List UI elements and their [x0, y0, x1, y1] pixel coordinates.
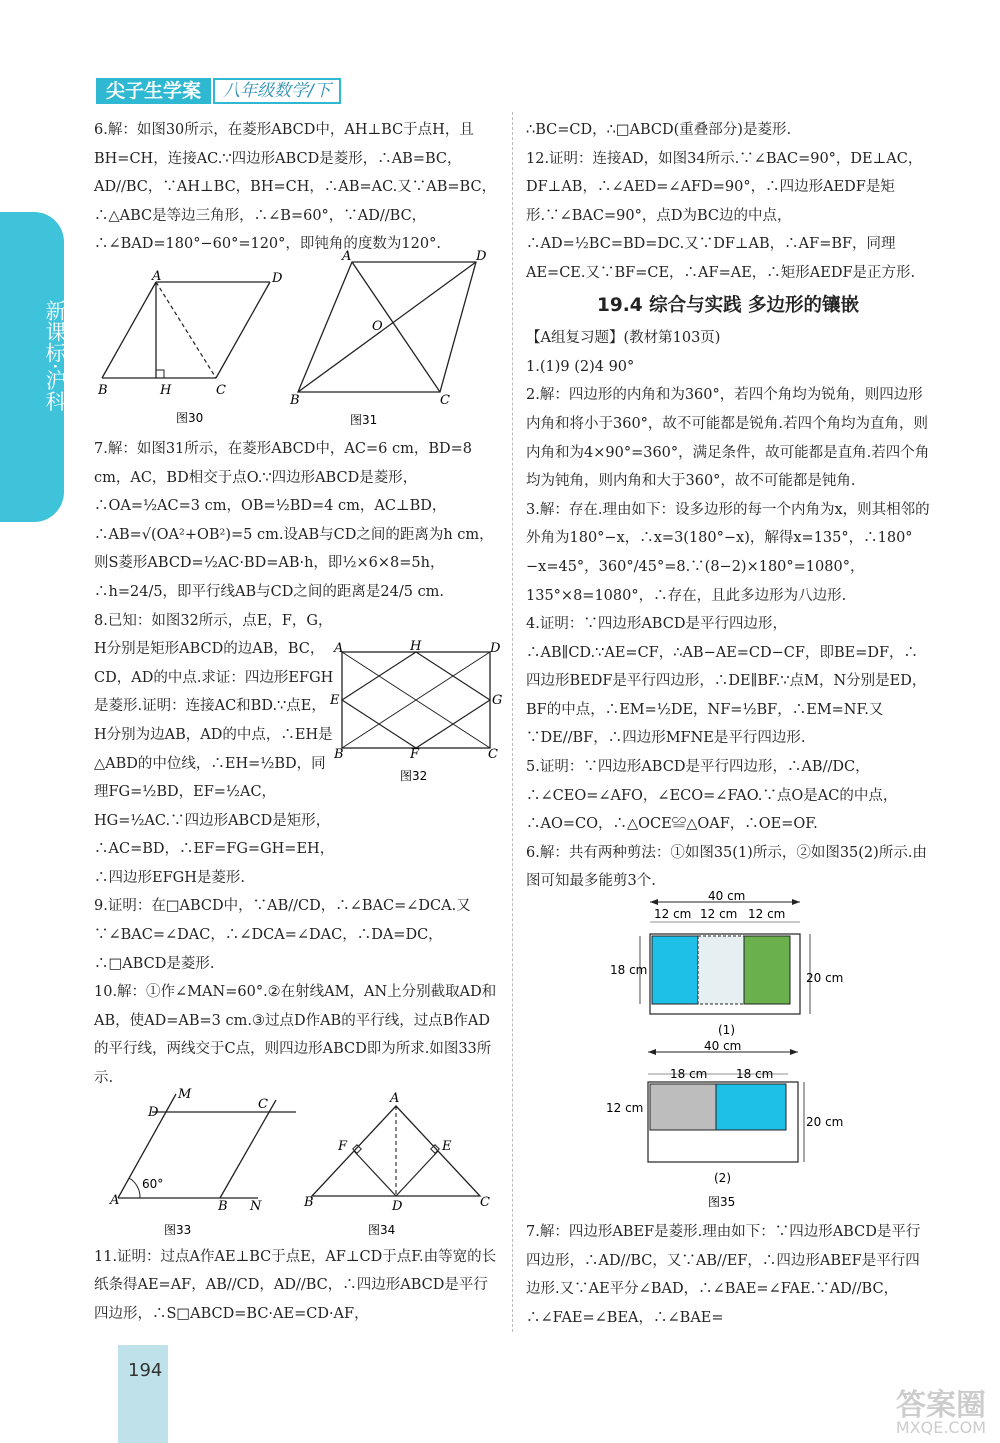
fig32-label-f: F — [410, 747, 420, 762]
fig35-p1-seg1: 12 cm — [654, 907, 692, 921]
fig32-label-a: A — [334, 641, 344, 656]
fig31-label-o: O — [372, 319, 383, 334]
exercise-group-heading: 【A组复习题】(教材第103页) — [526, 330, 721, 347]
fig35-p2-h1: 12 cm — [606, 1101, 644, 1115]
answer-9: 9.证明：在□ABCD中，∵AB//CD，∴∠BAC=∠DCA.又∵∠BAC=∠DAC，∴∠DCA=∠DAC，∴DA=DC，∴□ABCD是菱形. — [94, 898, 471, 972]
fig31-label-d: D — [476, 249, 487, 264]
fig34-label-f: F — [338, 1139, 348, 1154]
fig35-p1-tag: (1) — [718, 1023, 735, 1037]
book-subtitle: 八年级数学/下 — [213, 78, 341, 104]
answer-10: 10.解：①作∠MAN=60°.②在射线AM，AN上分别截取AD和AB，使AD=AB=3 cm.③过点D作AB的平行线，过点B作AD的平行线，两线交于C点，则四边形ABCD即为所求.如图33所示. — [94, 984, 497, 1087]
review-5: 5.证明：∵四边形ABCD是平行四边形，∴AB//DC，∴∠CEO=∠AFO，∠ECO=∠FAO.∵点O是AC的中点，∴AO=CO，∴△OCE≌△OAF，∴OE=OF. — [526, 759, 898, 833]
fig30-label-a: A — [152, 269, 162, 284]
fig33-label-c: C — [258, 1097, 268, 1112]
answer-8: 8.已知：如图32所示，点E，F，G，H分别是矩形ABCD的边AB，BC，CD，AD的中点.求证：四边形EFGH是菱形.证明：连接AC和BD.∵点E，H分别为边AB，AD的中点，∴EH是△ABD的中位线，∴EH=½BD，同理FG=½BD，EF=½AC，HG=½AC.∵四边形ABCD是矩形，∴AC=BD，∴EF=FG=GH=EH，∴四边形EFGH是菱形. — [94, 612, 335, 886]
brand-title: 尖子生学案 — [96, 78, 211, 104]
fig33-caption: 图33 — [164, 1223, 192, 1237]
fig31-caption: 图31 — [350, 413, 378, 427]
fig31-label-b: B — [290, 393, 300, 408]
fig33-label-a: A — [110, 1193, 120, 1208]
fig30-label-d: D — [272, 271, 283, 286]
fig34-label-b: B — [304, 1195, 314, 1210]
answer-11: 11.证明：过点A作AE⊥BC于点E，AF⊥CD于点F.由等宽的长纸条得AE=AF，AB//CD，AD//BC，∴四边形ABCD是平行四边形，∴S□ABCD=BC·AE=CD·AF， — [94, 1248, 497, 1322]
answer-6: 6.解：如图30所示，在菱形ABCD中，AH⊥BC于点H，且BH=CH，连接AC.∵四边形ABCD是菱形，∴AB=BC，AD//BC，∵AH⊥BC，BH=CH，∴AB=AC.又∵AB=BC，∴△ABC是等边三角形，∴∠B=60°，∵AD//BC，∴∠BAD=180°−60°=120°，即钝角的度数为120°. — [94, 122, 497, 253]
fig30-label-c: C — [216, 383, 226, 398]
fig35-caption: 图35 — [708, 1195, 736, 1209]
fig33-label-b: B — [218, 1199, 228, 1214]
review-1: 1.(1)9 (2)4 90° — [526, 358, 635, 375]
figure-32 — [330, 639, 503, 786]
fig33-angle: 60° — [142, 1177, 164, 1191]
figure-33 — [110, 1088, 306, 1238]
fig30-label-h: H — [160, 383, 172, 398]
section-title: 19.4 综合与实践 多边形的镶嵌 — [596, 294, 860, 316]
fig30-label-b: B — [98, 383, 108, 398]
fig35-p1-seg2: 12 cm — [700, 907, 738, 921]
fig35-p2-width: 40 cm — [704, 1039, 742, 1053]
fig35-p1-h1: 18 cm — [610, 963, 648, 977]
fig35-p2-blue — [716, 1084, 786, 1130]
fig34-caption: 图34 — [368, 1223, 396, 1237]
fig32-label-c: C — [488, 747, 498, 762]
watermark-url: MXQE.COM — [895, 1418, 986, 1437]
answer-7: 7.解：如图31所示，在菱形ABCD中，AC=6 cm，BD=8 cm，AC，BD相交于点O.∵四边形ABCD是菱形，∴OA=½AC=3 cm，OB=½BD=4 cm，AC⊥BD，∴AB=√(OA²+OB²)=5 cm.设AB与CD之间的距离为h cm，则S菱形ABCD=½AC·BD=AB·h，即½×6×8=5h，∴h=24/5，即平行线AB与CD之间的距离是24/5 cm. — [94, 440, 494, 600]
fig34-label-e: E — [442, 1139, 452, 1154]
figure-35 — [600, 890, 850, 1220]
answer-12: 12.证明：连接AD，如图34所示.∵∠BAC=90°，DE⊥AC，DF⊥AB，∴∠AED=∠AFD=90°，∴四边形AEDF是矩形.∵∠BAC=90°，点D为BC边的中点，∴AD=½BC=BD=DC.又∵DF⊥AB，∴AF=BF，同理AE=CE.又∵BF=CE，∴AF=AE，∴矩形AEDF是正方形. — [526, 150, 923, 281]
review-3: 3.解：存在.理由如下：设多边形的每一个内角为x，则其相邻的外角为180°−x，∴x=3(180°−x)，解得x=135°，∴180°−x=45°，360°/45°=8.∵(8−2)×180°=1080°，135°×8=1080°，∴存在，且此多边形为八边形. — [526, 501, 930, 604]
fig32-caption: 图32 — [400, 769, 428, 783]
fig33-label-n: N — [250, 1199, 262, 1214]
fig31-label-c: C — [440, 393, 450, 408]
fig35-p1-green — [744, 936, 790, 1004]
fig35-p2-seg1: 18 cm — [670, 1067, 708, 1081]
fig35-p1-blue — [652, 936, 698, 1004]
side-tab-label: 新课标·沪科 — [43, 300, 67, 412]
fig32-label-d: D — [490, 641, 501, 656]
figure-31 — [290, 248, 500, 430]
fig33-label-m: M — [178, 1087, 192, 1102]
fig35-p2-h2: 20 cm — [806, 1115, 844, 1129]
fig32-label-g: G — [492, 693, 503, 708]
fig30-caption: 图30 — [176, 411, 204, 425]
fig35-p2-tag: (2) — [714, 1171, 731, 1185]
review-4: 4.证明：∵四边形ABCD是平行四边形，∴AB∥CD.∵AE=CF，∴AB−AE=CD−CF，即BE=DF，∴四边形BEDF是平行四边形，∴DE∥BF.∵点M，N分别是ED，BF的中点，∴EM=½DE，NF=½BF，∴EM=NF.又∵DE//BF，∴四边形MFNE是平行四边形. — [526, 616, 927, 747]
figure-30 — [96, 270, 286, 430]
fig33-label-d: D — [148, 1105, 159, 1120]
fig32-label-h: H — [410, 639, 422, 654]
fig32-label-b: B — [334, 747, 344, 762]
review-7: 7.解：四边形ABEF是菱形.理由如下：∵四边形ABCD是平行四边形，∴AD//BC，又∵AB//EF，∴四边形ABEF是平行四边形.又∵AE平分∠BAD，∴∠BAE=∠FAE.∵AD//BC，∴∠FAE=∠BEA，∴∠BAE= — [526, 1224, 921, 1326]
figure-34 — [300, 1088, 500, 1238]
fig31-label-a: A — [342, 249, 352, 264]
fig35-p1-h2: 20 cm — [806, 971, 844, 985]
fig32-label-e: E — [330, 693, 340, 708]
fig35-p2-grey — [650, 1084, 716, 1130]
fig35-p2-seg2: 18 cm — [736, 1067, 774, 1081]
fig34-label-c: C — [480, 1195, 490, 1210]
page-number: 194 — [128, 1360, 163, 1381]
fig35-p1-seg3: 12 cm — [748, 907, 786, 921]
review-6: 6.解：共有两种剪法：①如图35(1)所示，②如图35(2)所示.由图可知最多能剪3个. — [526, 844, 927, 890]
fig34-label-a: A — [390, 1091, 400, 1106]
watermark-logo: 答案圈 — [896, 1388, 986, 1423]
fig35-p1-width: 40 cm — [708, 889, 746, 903]
page-header — [96, 78, 341, 104]
review-2: 2.解：四边形的内角和为360°，若四个角均为锐角，则四边形内角和将小于360°，故不可能都是锐角.若四个角均为直角，则内角和为4×90°=360°，满足条件，故可能都是直角.若四个角均为钝角，则内角和大于360°，故不可能都是钝角. — [526, 387, 930, 490]
answer-11-cont: ∴BC=CD，∴□ABCD(重叠部分)是菱形. — [526, 122, 792, 138]
column-divider — [512, 112, 513, 1332]
fig34-label-d: D — [392, 1199, 403, 1214]
